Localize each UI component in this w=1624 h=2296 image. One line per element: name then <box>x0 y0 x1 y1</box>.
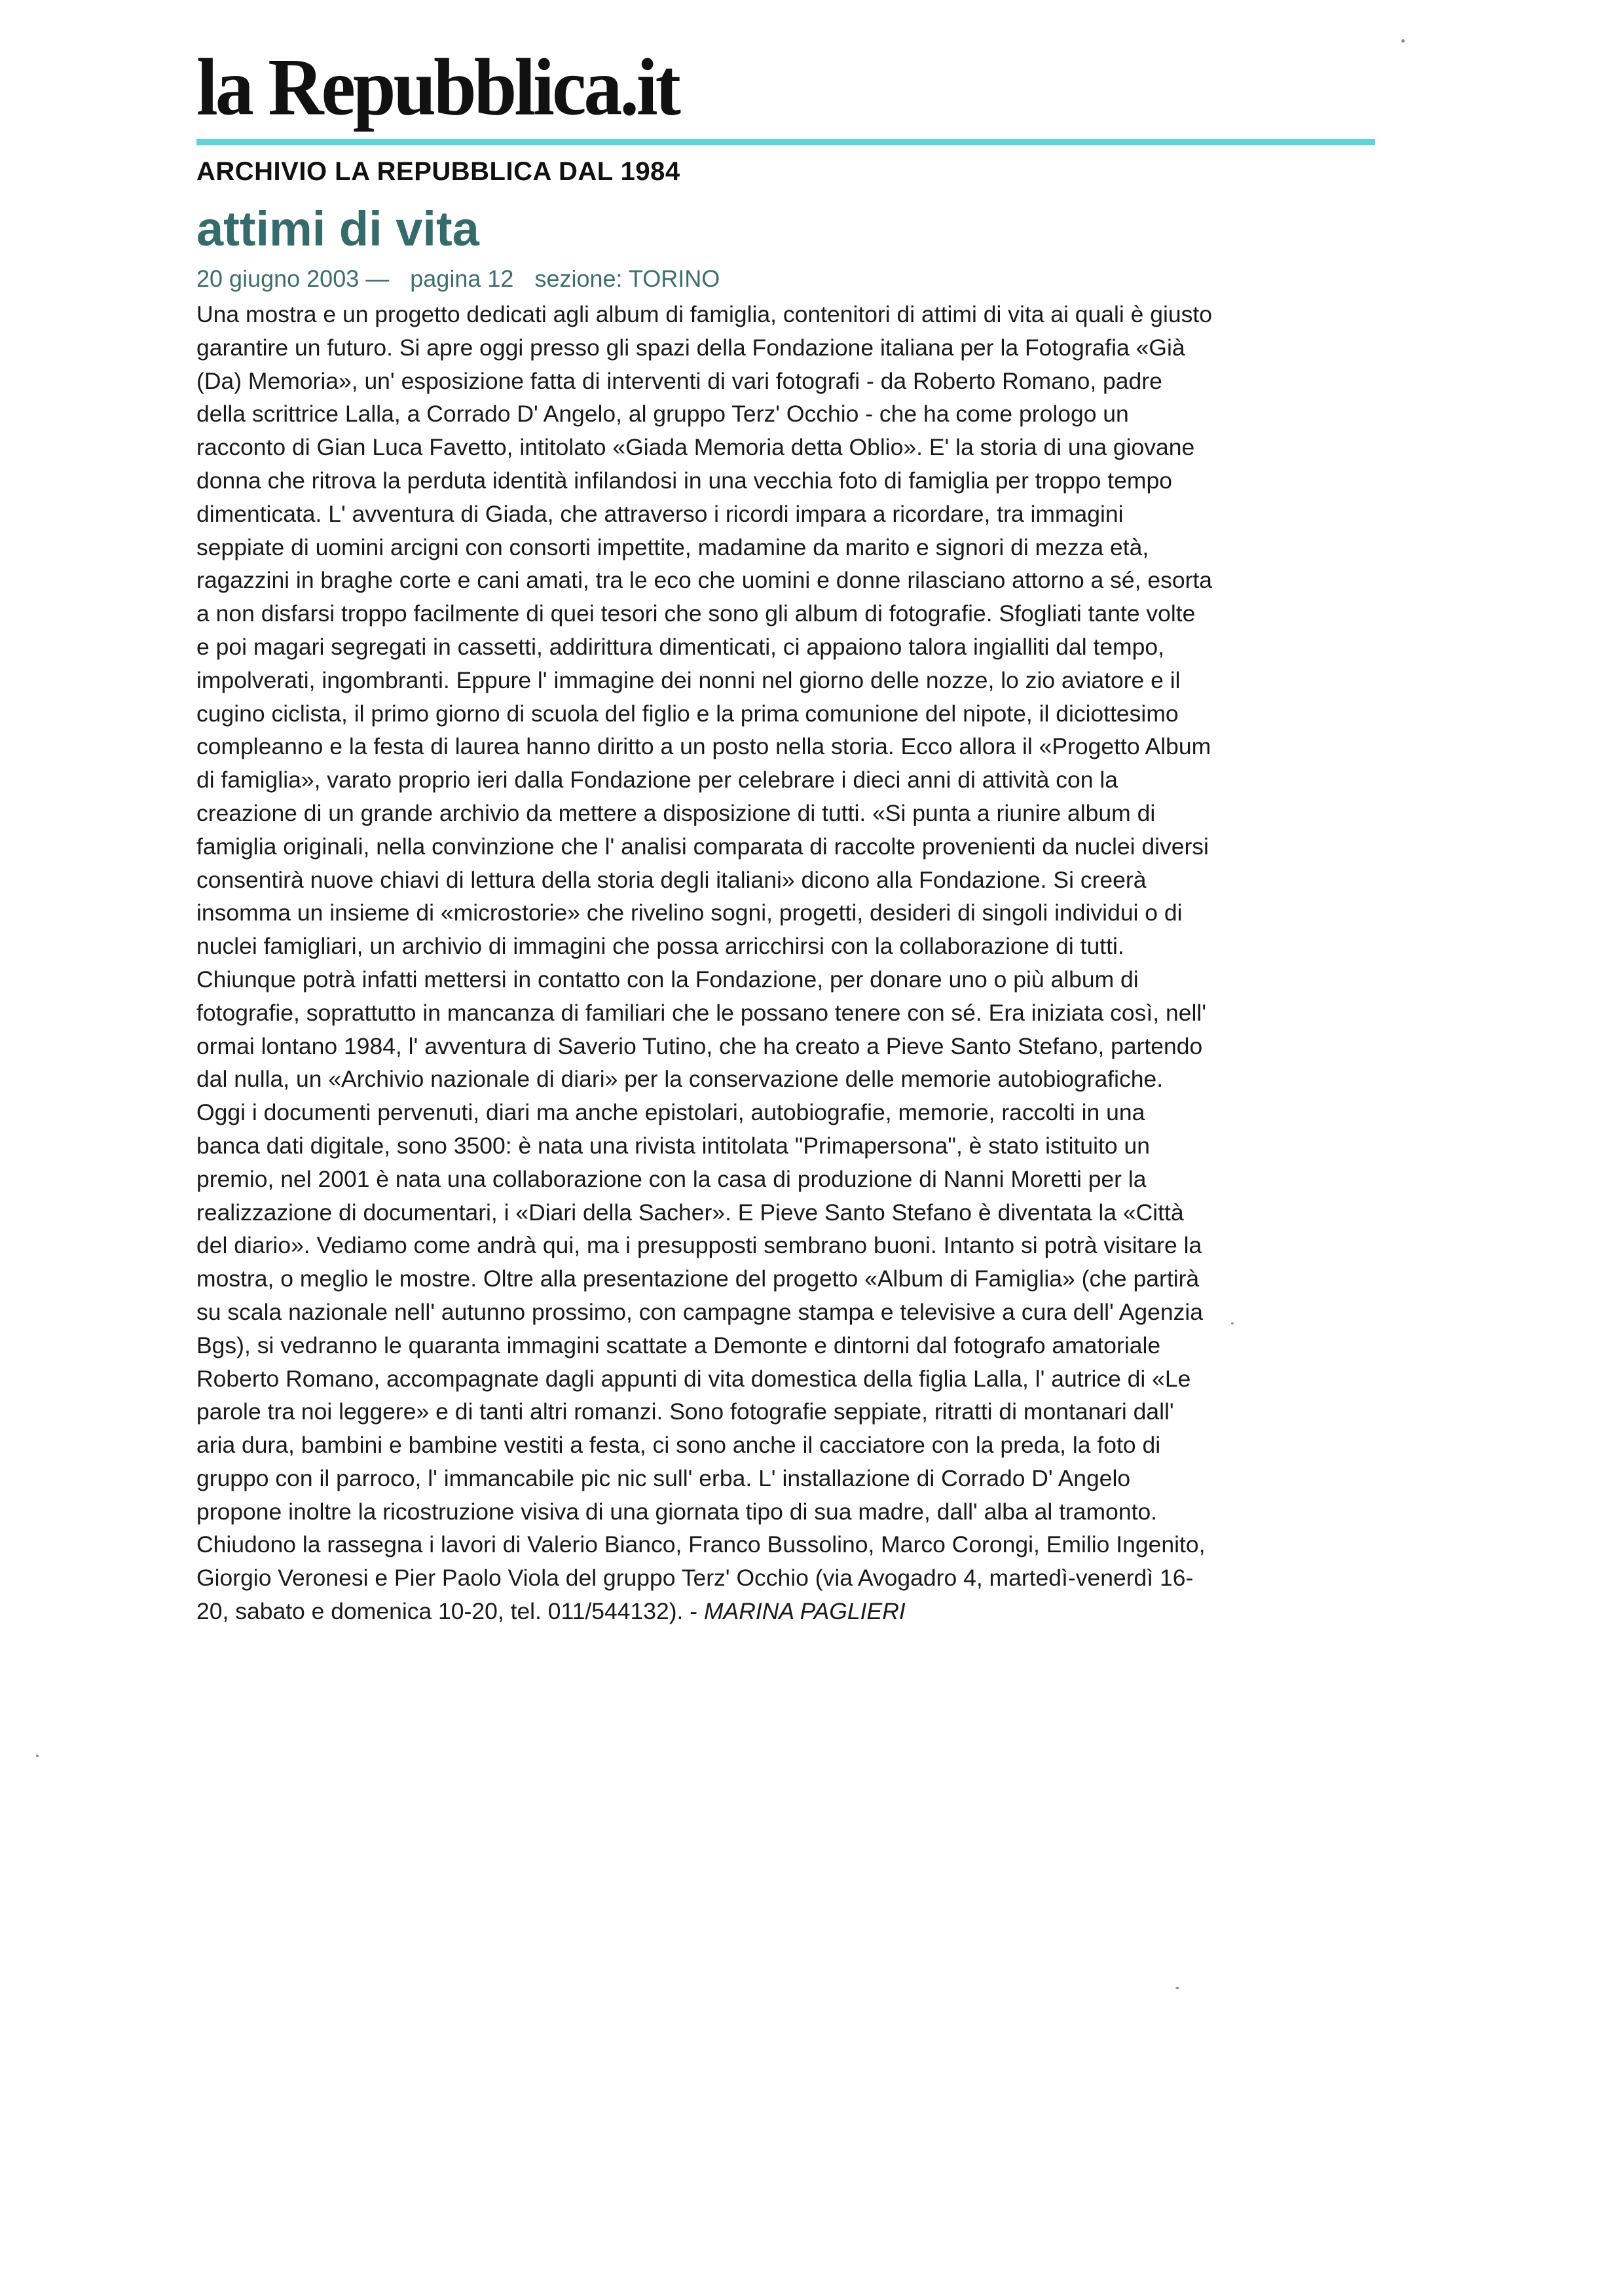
article-body-line: aria dura, bambini e bambine vestiti a festa, ci sono anche il cacciatore con la preda, la foto di <box>196 1432 1161 1459</box>
article-body-line: racconto di Gian Luca Favetto, intitolato «Giada Memoria detta Oblio». E' la storia di una giovane <box>196 434 1195 461</box>
article-body-line: su scala nazionale nell' autunno prossimo, con campagne stampa e televisive a cura dell' Agenzia <box>196 1298 1204 1325</box>
article-body-line: seppiate di uomini arcigni con consorti impettite, madamine da marito e signori di mezza età, <box>196 534 1149 560</box>
article-body-line: realizzazione di documentari, i «Diari della Sacher». E Pieve Santo Stefano è diventata la «Città <box>196 1199 1184 1226</box>
article-body-line: creazione di un grande archivio da mettere a disposizione di tutti. «Si punta a riunire album di <box>196 799 1156 826</box>
article-body-line: Roberto Romano, accompagnate dagli appunti di vita domestica della figlia Lalla, l' autrice di «Le <box>196 1365 1191 1392</box>
article-date: 20 giugno 2003 — <box>196 265 390 292</box>
article-body-line: a non disfarsi troppo facilmente di quei tesori che sono gli album di fotografie. Sfogliati tante volte <box>196 600 1196 627</box>
article-body-line: banca dati digitale, sono 3500: è nata una rivista intitolata "Primapersona", è stato istituito un <box>196 1132 1150 1159</box>
article-body-line: dal nulla, un «Archivio nazionale di diari» per la conservazione delle memorie autobiografiche. <box>196 1066 1164 1093</box>
article-body-line: premio, nel 2001 è nata una collaborazione con la casa di produzione di Nanni Moretti per la <box>196 1165 1147 1192</box>
article-author: MARINA PAGLIERI <box>703 1598 906 1625</box>
article-body-line: Chiudono la rassegna i lavori di Valerio Bianco, Franco Bussolino, Marco Corongi, Emilio Ingenito, <box>196 1531 1206 1558</box>
article-body-line: mostra, o meglio le mostre. Oltre alla presentazione del progetto «Album di Famiglia» (che partirà <box>196 1266 1200 1292</box>
article-body-line: (Da) Memoria», un' esposizione fatta di interventi di vari fotografi - da Roberto Romano, padre <box>196 367 1162 394</box>
article-body-line: garantire un futuro. Si apre oggi presso gli spazi della Fondazione italiana per la Fotografia «Già <box>196 334 1185 361</box>
scan-speck <box>1401 39 1405 43</box>
article-body-line: compleanno e la festa di laurea hanno diritto a un posto nella storia. Ecco allora il «Progetto Album <box>196 733 1211 760</box>
article-body-line: consentirà nuove chiavi di lettura della storia degli italiani» dicono alla Fondazione. Si creerà <box>196 866 1147 893</box>
article-section: sezione: TORINO <box>534 265 720 292</box>
article-body-line: famiglia originali, nella convinzione che l' analisi comparata di raccolte provenienti da nuclei diversi <box>196 833 1209 860</box>
article-body-line: fotografie, soprattutto in mancanza di familiari che le possano tenere con sé. Era iniziata così, nell' <box>196 999 1206 1026</box>
article-page: pagina 12 <box>410 265 514 292</box>
article-headline: attimi di vita <box>196 202 479 256</box>
article-body-line: nuclei famigliari, un archivio di immagini che possa arricchirsi con la collaborazione di tutti. <box>196 933 1124 960</box>
article-body-line: Oggi i documenti pervenuti, diari ma anche epistolari, autobiografie, memorie, raccolti in una <box>196 1099 1145 1126</box>
article-body-line: parole tra noi leggere» e di tanti altri romanzi. Sono fotografie seppiate, ritratti di montanari dall' <box>196 1398 1174 1425</box>
scan-speck <box>36 1755 39 1757</box>
scan-speck <box>1231 1322 1234 1324</box>
article-body-line: 20, sabato e domenica 10-20, tel. 011/544132). - MARINA PAGLIERI <box>196 1598 906 1625</box>
article-body-line: della scrittrice Lalla, a Corrado D' Angelo, al gruppo Terz' Occhio - che ha come prologo un <box>196 401 1129 428</box>
article-body-line: di famiglia», varato proprio ieri dalla Fondazione per celebrare i dieci anni di attività con la <box>196 767 1118 793</box>
scan-speck <box>1175 1987 1179 1989</box>
article-body-line: del diario». Vediamo come andrà qui, ma i presupposti sembrano buoni. Intanto si potrà visitare la <box>196 1232 1202 1259</box>
article-meta <box>196 263 1382 295</box>
article-body-line: gruppo con il parroco, l' immancabile pic nic sull' erba. L' installazione di Corrado D' Angelo <box>196 1465 1131 1491</box>
article-body-line: Giorgio Veronesi e Pier Paolo Viola del gruppo Terz' Occhio (via Avogadro 4, martedì-venerdì 16- <box>196 1565 1194 1592</box>
article-body-line: Una mostra e un progetto dedicati agli album di famiglia, contenitori di attimi di vita ai quali è giusto <box>196 301 1212 327</box>
article-body-line: ragazzini in braghe corte e cani amati, tra le eco che uomini e donne rilasciano attorno a sé, esorta <box>196 567 1213 594</box>
article-body-line: dimenticata. L' avventura di Giada, che attraverso i ricordi impara a ricordare, tra immagini <box>196 500 1124 527</box>
article-body-line: Bgs), si vedranno le quaranta immagini scattate a Demonte e dintorni dal fotografo amatoriale <box>196 1332 1161 1358</box>
masthead-rule <box>196 139 1375 145</box>
article-body-line: Chiunque potrà infatti mettersi in contatto con la Fondazione, per donare uno o più album di <box>196 966 1139 993</box>
article-body <box>196 298 1382 1628</box>
article-body-line: propone inoltre la ricostruzione visiva di una giornata tipo di sua madre, dall' alba al tramonto. <box>196 1498 1158 1525</box>
article-body-line: ormai lontano 1984, l' avventura di Saverio Tutino, che ha creato a Pieve Santo Stefano, partendo <box>196 1032 1203 1059</box>
article-page <box>196 39 1382 1628</box>
article-body-line: cugino ciclista, il primo giorno di scuola del figlio e la prima comunione del nipote, il diciottesimo <box>196 700 1179 727</box>
article-body-line: insomma un insieme di «microstorie» che rivelino sogni, progetti, desideri di singoli individui o di <box>196 900 1183 926</box>
site-logo[interactable]: la Repubblica.it <box>196 42 678 132</box>
article-body-line: e poi magari segregati in cassetti, addirittura dimenticati, ci appaiono talora ingialliti dal tempo, <box>196 633 1164 660</box>
article-body-line: impolverati, ingombranti. Eppure l' immagine dei nonni nel giorno delle nozze, lo zio aviatore e il <box>196 666 1181 693</box>
article-body-line: donna che ritrova la perduta identità infilandosi in una vecchia foto di famiglia per troppo tempo <box>196 467 1172 494</box>
archive-title: ARCHIVIO LA REPUBBLICA DAL 1984 <box>196 157 680 186</box>
